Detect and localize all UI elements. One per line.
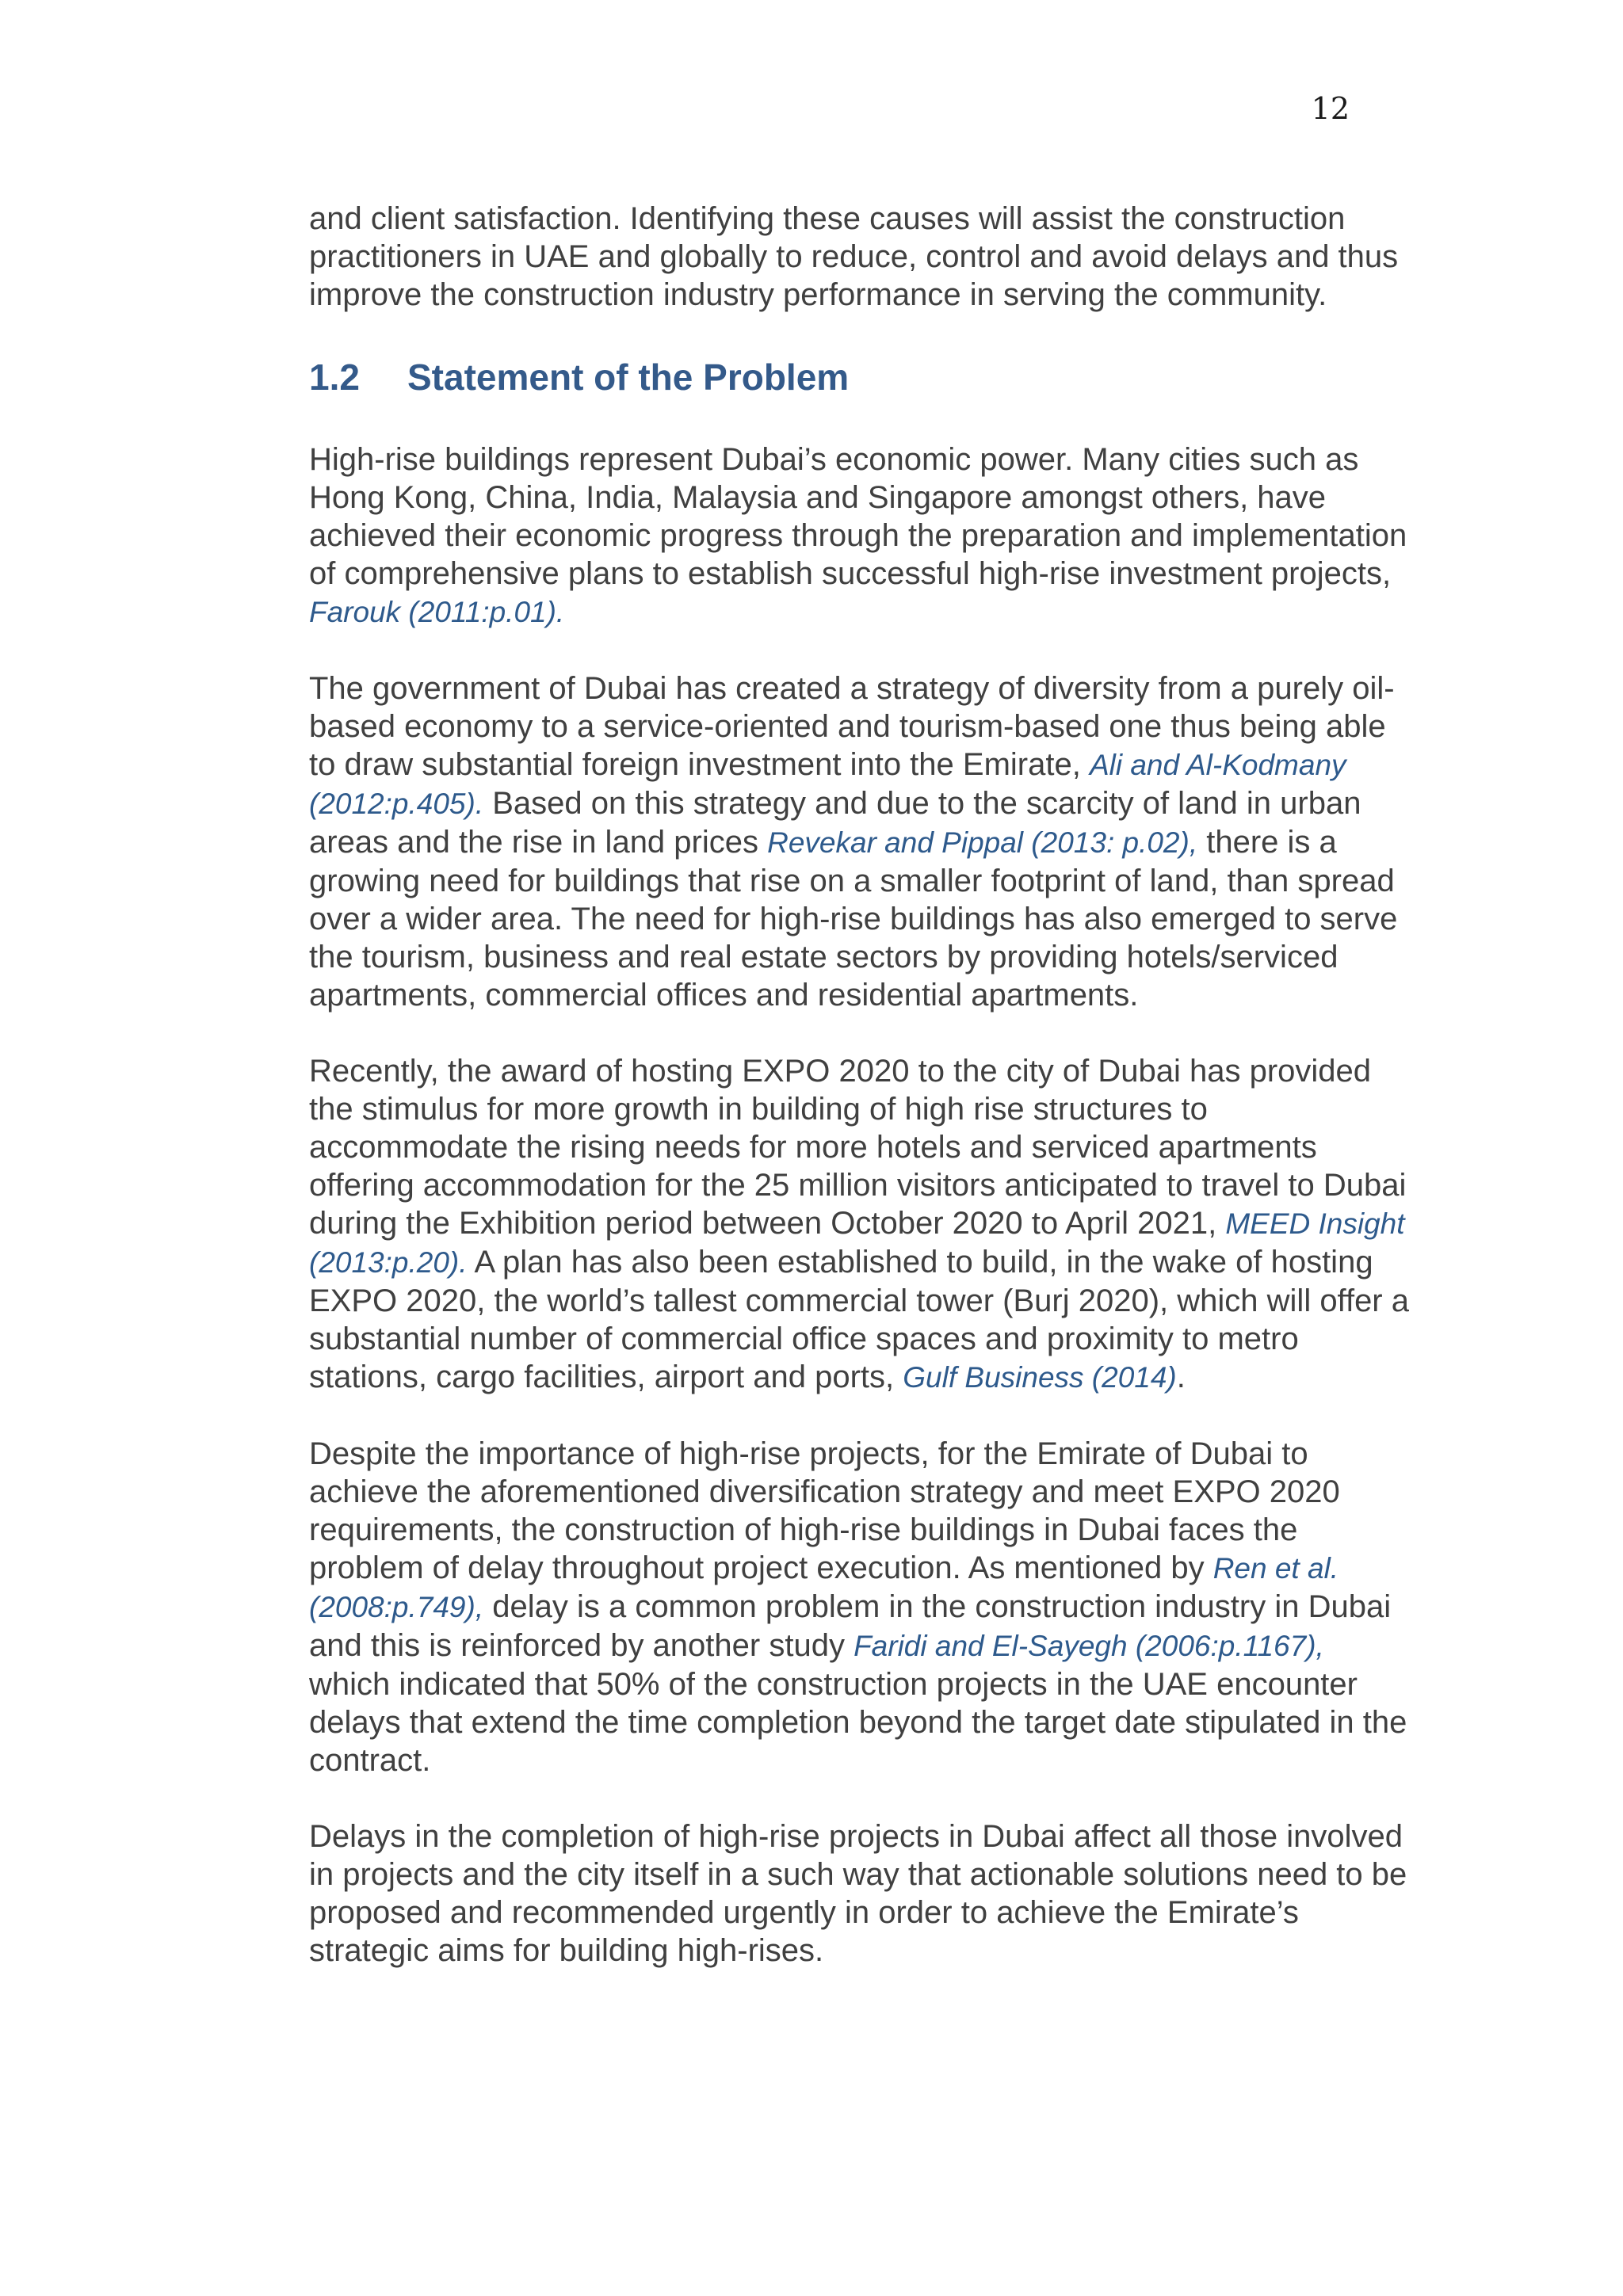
citation: Ren et al. (2008:p.749), — [309, 1552, 1339, 1623]
paragraph-5 — [309, 1817, 1411, 1970]
paragraph-text: delay is a common problem in the construction industry in Dubai and this is reinforced by another study — [309, 1589, 1392, 1663]
citation: Faridi and El-Sayegh (2006:p.1167), — [854, 1630, 1324, 1662]
paragraph-text: Based on this strategy and due to the scarcity of land in urban areas and the rise in land prices — [309, 786, 1361, 860]
citation: MEED Insight (2013:p.20). — [309, 1207, 1405, 1279]
paragraph-text: . — [1176, 1360, 1186, 1394]
citation: Farouk (2011:p.01). — [309, 596, 565, 628]
citation: Gulf Business (2014) — [903, 1361, 1177, 1394]
paragraph-text: High-rise buildings represent Dubai’s economic power. Many cities such as Hong Kong, China, India, Malaysia and Singapore amongst others, have achieved their economic progress through the preparation and implementation of comprehensive plans to establish successful high-rise investment projects, — [309, 442, 1407, 591]
paragraph-text: Despite the importance of high-rise projects, for the Emirate of Dubai to achieve the aforementioned diversification strategy and meet EXPO 2020 requirements, the construction of high-rise buildings in Dubai faces the problem of delay throughout project execution. As mentioned by — [309, 1436, 1340, 1585]
citation: Revekar and Pippal (2013: p.02), — [767, 826, 1198, 859]
paragraph-4 — [309, 1435, 1411, 1779]
paragraph-3 — [309, 1052, 1411, 1397]
paragraph-text: Delays in the completion of high-rise projects in Dubai affect all those involved in projects and the city itself in a such way that actionable solutions need to be proposed and recommended urgently in order to achieve the Emirate’s strategic aims for building high-rises. — [309, 1819, 1407, 1968]
paragraph-1 — [309, 441, 1411, 631]
intro-paragraph: and client satisfaction. Identifying these causes will assist the construction practitioners in UAE and globally to reduce, control and avoid delays and thus improve the construction industry performance in serving the community. — [309, 201, 1399, 312]
paragraph-text: which indicated that 50% of the construction projects in the UAE encounter delays that extend the time completion beyond the target date stipulated in the contract. — [309, 1667, 1407, 1778]
paragraph-text: there is a growing need for buildings that rise on a smaller footprint of land, than spread over a wider area. The need for high-rise buildings has also emerged to serve the tourism, business and real estate sectors by providing hotels/serviced apartments, commercial offices and residential apartments. — [309, 825, 1398, 1013]
paragraph-text: A plan has also been established to build, in the wake of hosting EXPO 2020, the world’s tallest commercial tower (Burj 2020), which will offer a substantial number of commercial office spaces and proximity to metro stations, cargo facilities, airport and ports, — [309, 1245, 1409, 1394]
section-heading — [309, 355, 1411, 399]
section-number: 1.2 — [309, 357, 360, 398]
paragraph-text: Recently, the award of hosting EXPO 2020 to the city of Dubai has provided the stimulus for more growth in building of high rise structures to accommodate the rising needs for more hotels and serviced apartments offering accommodation for the 25 million visitors anticipated to travel to Dubai during the Exhibition period between October 2020 to April 2021, — [309, 1054, 1407, 1241]
page-number: 12 — [1311, 91, 1350, 126]
paragraph-2 — [309, 669, 1411, 1014]
paragraph-text: The government of Dubai has created a strategy of diversity from a purely oil-based economy to a service-oriented and tourism-based one thus being able to draw substantial foreign investment into the Emirate, — [309, 671, 1395, 782]
citation: Ali and Al-Kodmany (2012:p.405). — [309, 749, 1346, 820]
section-title: Statement of the Problem — [407, 357, 850, 398]
page-content — [309, 200, 1411, 2008]
